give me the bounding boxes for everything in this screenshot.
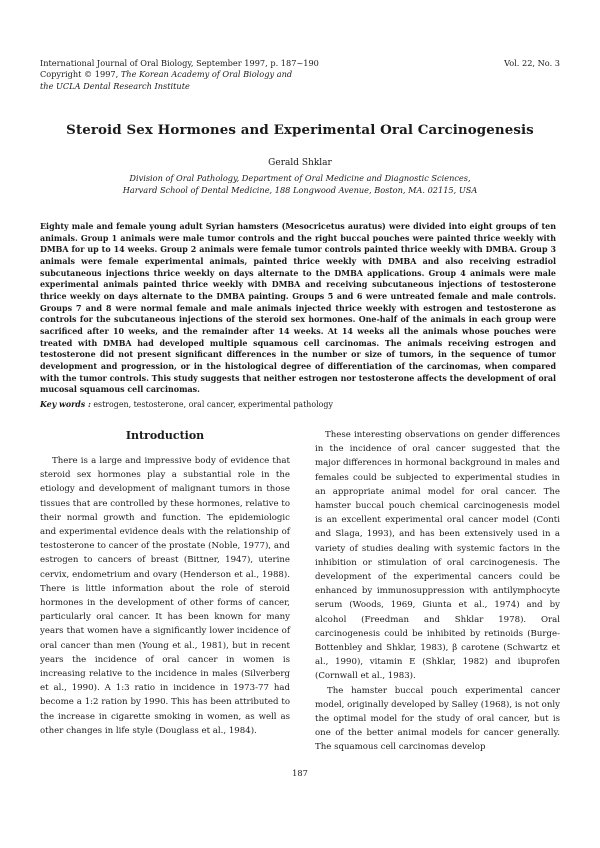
affiliation-line-1: Division of Oral Pathology, Department of Oral Medicine and Diagnostic Sciences, [129,173,471,183]
abstract: Eighty male and female young adult Syrian hamsters (Mesocricetus auratus) were divided into eight groups of ten animals. Group 1 animals were male tumor controls and the right buccal pouches were painted thrice weekly with DMBA for up to 14 weeks. Group 2 animals were female tumor controls painted thrice weekly with DMBA. Group 3 animals were female experimental animals, painted thrice weekly with DMBA and also receiving estradiol subcutaneous injections thrice weekly on days alternate to the DMBA applications. Group 4 animals were male experimental animals painted thrice weekly with DMBA and receiving subcutaneous injections of testosterone thrice weekly on days alternate to the DMBA painting. Groups 5 and 6 were untreated female and male controls. Groups 7 and 8 were normal female and male animals injected thrice weekly with estrogen and testosterone as controls for the subcutaneous injections of the steroid sex hormones. One-half of the animals in each group were sacrificed after 10 weeks, and the remainder after 14 weeks. At 14 weeks all the animals whose pouches were treated with DMBA had developed multiple squamous cell carcinomas. The animals receiving estrogen and testosterone did not present significant differences in the number or size of tumors, in the sequence of tumor development and progression, or in the histological degree of differentiation of the carcinomas, when compared with the tumor controls. This study suggests that neither estrogen nor testosterone affects the development of oral mucosal squamous cell carcinomas. [40,222,556,395]
affiliation [0,173,600,196]
volume-label: Vol. 22, No. 3 [504,58,560,68]
copyright-prefix: Copyright © 1997, [40,69,119,80]
intro-paragraph-3: The hamster buccal pouch experimental cancer model, originally developed by Salley (1968), is not only the optimal model for the study of oral cancer, but is one of the better animal models for cancer generally. The squamous cell carcinomas develop [315,685,560,753]
section-heading-introduction: Introduction [125,429,205,442]
intro-paragraph-2: These interesting observations on gender differences in the incidence of oral cancer suggested that the major differences in hormonal background in males and females could be subjected to experimental studies in an appropriate animal model for oral cancer. The hamster buccal pouch chemical carcinogenesis model is an excellent experimental oral cancer model (Conti and Slaga, 1993), and has been extensively used in a variety of studies dealing with systemic factors in the inhibition or stimulation of oral carcinogenesis. The development of the experimental cancers could be enhanced by immunosuppression with antilymphocyte serum (Woods, 1969, Giunta et al., 1974) and by alcohol (Freedman and Shklar 1978). Oral carcinogenesis could be inhibited by retinoids (Burge-Bottenbley and Shklar, 1983), β carotene (Schwartz et al., 1990), vitamin E (Shklar, 1982) and ibuprofen (Cornwall et al., 1983). [315,430,560,682]
keywords [40,400,560,409]
copyright-publisher: The Korean Academy of Oral Biology and [120,69,293,80]
intro-paragraph-1: There is a large and impressive body of evidence that steroid sex hormones play a substantial role in the etiology and development of malignant tumors in those tissues that are controlled by these hormones, relative to their normal growth and function. The epidemiologic and experimental evidence deals with the relationship of testosterone to cancer of the prostate (Noble, 1977), and estrogen to cancers of breast (Bittner, 1947), uterine cervix, endometrium and ovary (Henderson et al., 1988). There is little information about the role of steroid hormones in the development of other forms of cancer, particularly oral cancer. It has been known for many years that women have a significantly lower incidence of oral cancer than men (Young et al., 1981), but in recent years the incidence of oral cancer in women is increasing relative to the incidence in males (Silverberg et al., 1990). A 1:3 ratio in incidence in 1973-77 had become a 1:2 ration by 1990. This has been attributed to the increase in cigarette smoking in women, as well as other changes in life style (Douglass et al., 1984). [40,456,290,736]
journal-citation: International Journal of Oral Biology, September 1997, p. 187~190 [40,58,319,68]
institute-line: the UCLA Dental Research Institute [40,80,190,91]
affiliation-line-2: Harvard School of Dental Medicine, 188 Longwood Avenue, Boston, MA. 02115, USA [122,184,478,195]
copyright-line [40,69,420,80]
article-title: Steroid Sex Hormones and Experimental Oral Carcinogenesis [66,122,534,138]
keywords-label: Key words : [40,400,91,409]
journal-header [40,58,420,92]
keywords-text: estrogen, testosterone, oral cancer, experimental pathology [93,400,333,409]
author-name: Gerald Shklar [268,158,332,168]
left-column [40,428,290,738]
page-number: 187 [292,768,308,778]
right-column [315,428,560,755]
